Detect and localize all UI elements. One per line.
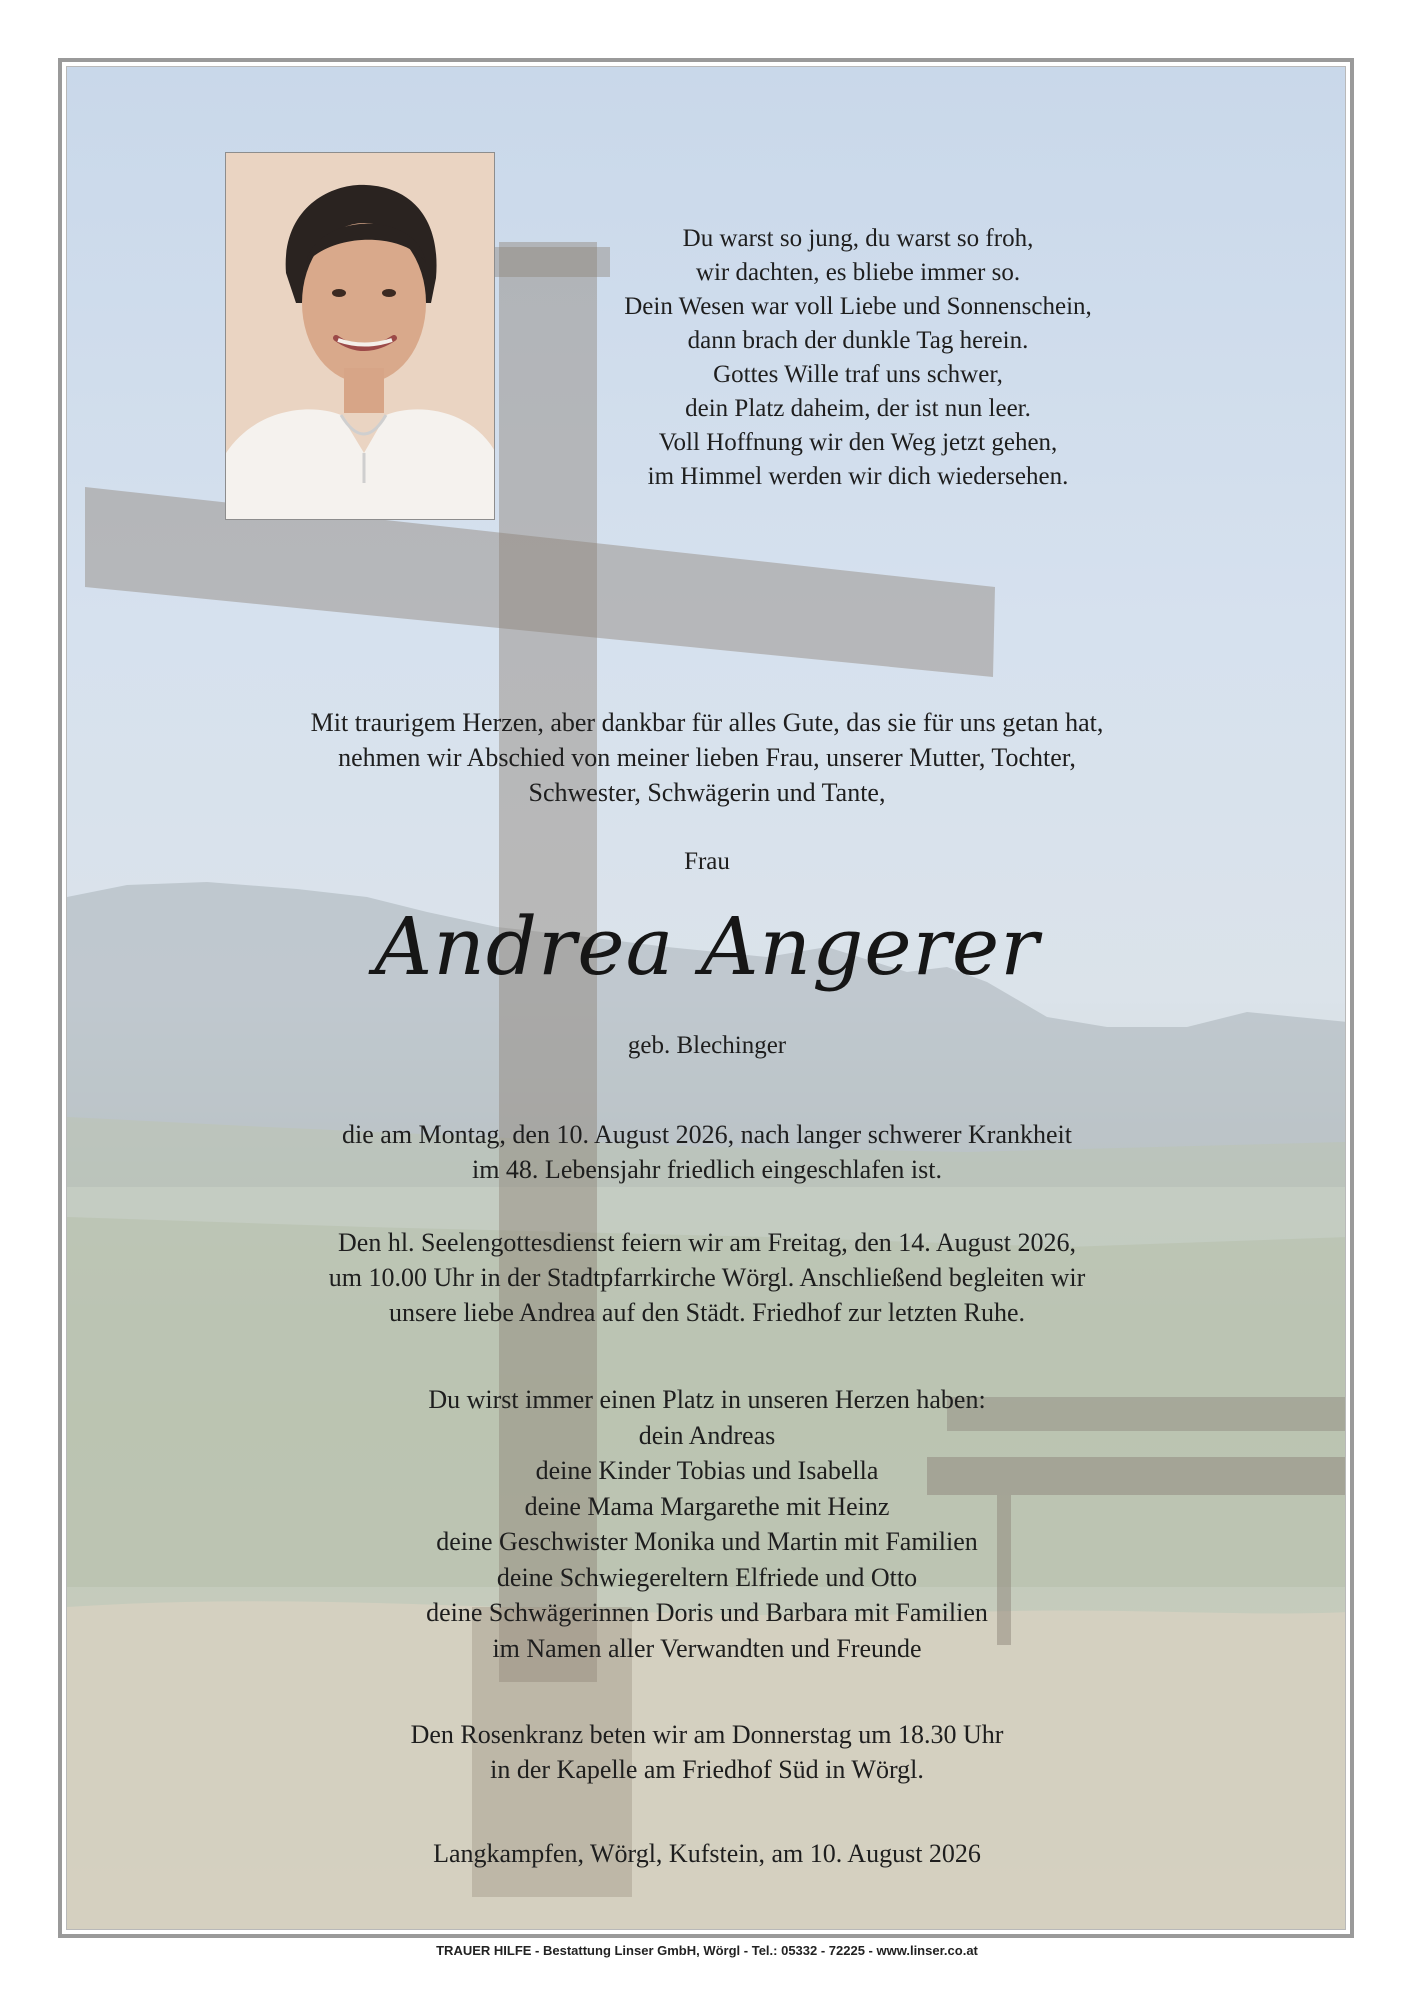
rosary-notice: [0, 1717, 1414, 1787]
rosary-line: in der Kapelle am Friedhof Süd in Wörgl.: [490, 1755, 924, 1784]
intro-line: Mit traurigem Herzen, aber dankbar für alles Gute, das sie für uns getan hat,: [310, 708, 1104, 737]
service-line: Den hl. Seelengottesdienst feiern wir am Freitag, den 14. August 2026,: [338, 1228, 1076, 1257]
death-notice-line: die am Montag, den 10. August 2026, nach langer schwerer Krankheit: [342, 1120, 1072, 1149]
poem-line: Gottes Wille traf uns schwer,: [713, 361, 1003, 388]
mourners-line: deine Schwägerinnen Doris und Barbara mit Familien: [426, 1598, 988, 1627]
mourners-list: [0, 1382, 1414, 1666]
poem-line: dein Platz daheim, der ist nun leer.: [685, 395, 1031, 422]
intro-paragraph: [0, 705, 1414, 810]
memorial-poem: [458, 222, 1258, 494]
footer-funeral-home: TRAUER HILFE - Bestattung Linser GmbH, Wörgl - Tel.: 05332 - 72225 - www.linser.co.at: [436, 1943, 978, 1958]
poem-line: Dein Wesen war voll Liebe und Sonnenschein,: [624, 293, 1092, 320]
intro-line: Schwester, Schwägerin und Tante,: [528, 778, 886, 807]
service-line: um 10.00 Uhr in der Stadtpfarrkirche Wörgl. Anschließend begleiten wir: [328, 1263, 1086, 1292]
portrait-illustration: [226, 153, 495, 520]
mourners-line: deine Geschwister Monika und Martin mit Familien: [436, 1527, 978, 1556]
funeral-service-notice: [0, 1225, 1414, 1330]
death-notice: [0, 1117, 1414, 1187]
poem-line: wir dachten, es bliebe immer so.: [695, 259, 1021, 286]
mourners-line: deine Schwiegereltern Elfriede und Otto: [496, 1562, 918, 1592]
poem-line: dann brach der dunkle Tag herein.: [687, 327, 1029, 354]
deceased-name: Andrea Angerer: [374, 900, 1040, 993]
mourners-line: im Namen aller Verwandten und Freunde: [492, 1633, 922, 1663]
poem-line: Voll Hoffnung wir den Weg jetzt gehen,: [658, 429, 1058, 456]
service-line: unsere liebe Andrea auf den Städt. Friedhof zur letzten Ruhe.: [388, 1298, 1026, 1327]
rosary-line: Den Rosenkranz beten wir am Donnerstag um 18.30 Uhr: [410, 1720, 1004, 1749]
place-and-date: Langkampfen, Wörgl, Kufstein, am 10. August 2026: [433, 1839, 981, 1868]
death-notice-line: im 48. Lebensjahr friedlich eingeschlafen ist.: [471, 1155, 942, 1184]
intro-line: nehmen wir Abschied von meiner lieben Frau, unserer Mutter, Tochter,: [338, 743, 1076, 772]
poem-line: im Himmel werden wir dich wiedersehen.: [647, 463, 1069, 490]
portrait-photo: [225, 152, 495, 520]
mourners-line: Du wirst immer einen Platz in unseren Herzen haben:: [428, 1385, 986, 1414]
maiden-name: geb. Blechinger: [627, 1032, 787, 1059]
mourners-line: deine Kinder Tobias und Isabella: [535, 1456, 879, 1485]
mourners-line: deine Mama Margarethe mit Heinz: [524, 1491, 890, 1521]
salutation: Frau: [684, 848, 730, 875]
mourners-line: dein Andreas: [638, 1420, 776, 1450]
poem-line: Du warst so jung, du warst so froh,: [682, 225, 1034, 252]
